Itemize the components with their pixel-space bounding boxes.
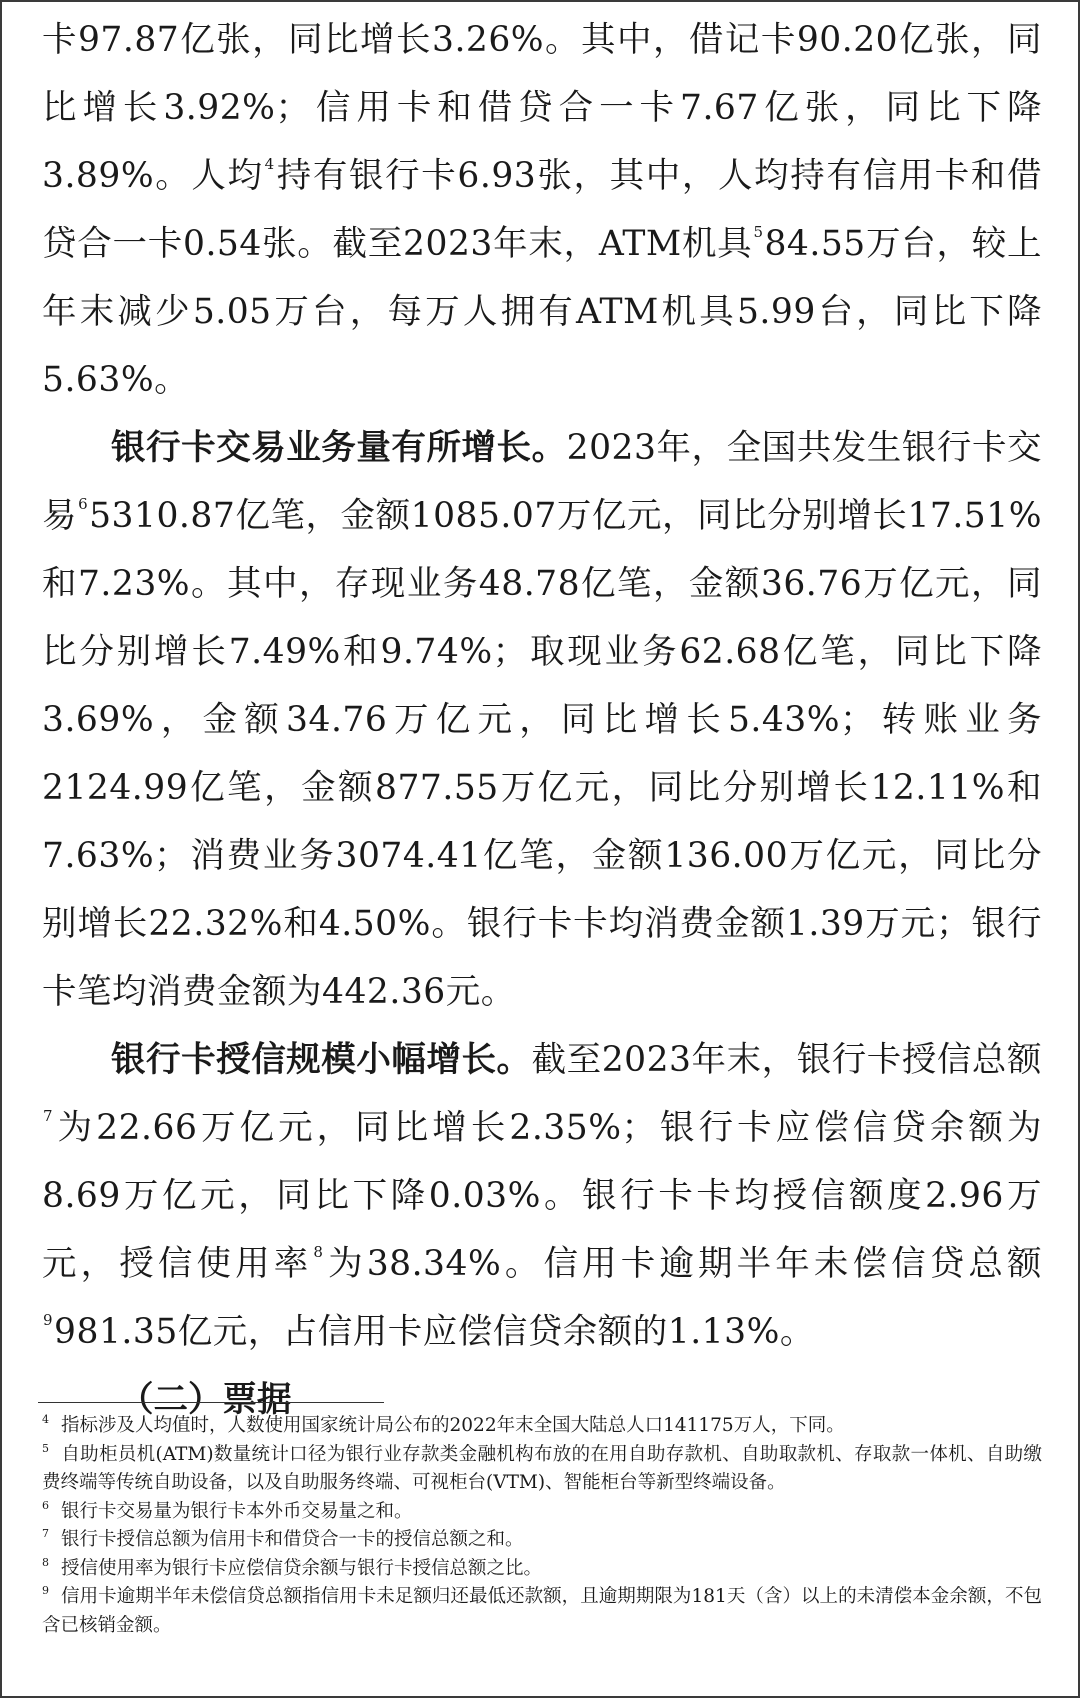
footnote-7 xyxy=(42,1526,1042,1555)
section-heading: （二）票据 xyxy=(119,1380,292,1420)
footnote-8 xyxy=(42,1555,1042,1584)
footnote-separator xyxy=(38,1402,384,1403)
footnote-ref-4[interactable]: 4 xyxy=(264,155,275,173)
footnotes xyxy=(42,1412,1042,1640)
footnote-text: 自助柜员机(ATM)数量统计口径为银行业存款类金融机构布放的在用自助存款机、自助取款机、存取款一体机、自助缴费终端等传统自助设备，以及自助服务终端、可视柜台(VTM)、智能柜台等新型终端设备。 xyxy=(42,1443,1042,1493)
footnote-5 xyxy=(42,1441,1042,1498)
paragraph-lead: 银行卡交易业务量有所增长。 xyxy=(111,428,567,468)
paragraph-lead: 银行卡授信规模小幅增长。 xyxy=(111,1040,532,1080)
footnote-number: 6 xyxy=(42,1498,49,1512)
footnote-ref-6[interactable]: 6 xyxy=(78,495,89,513)
footnote-text: 银行卡交易量为银行卡本外币交易量之和。 xyxy=(61,1500,413,1522)
text-run: 2023年，全国共发生银行卡交易 xyxy=(42,428,1042,536)
text-run: 持有银行卡6.93张，其中，人均持有信用卡和借贷合一卡0.54张。截至2023年末，ATM机具 xyxy=(42,156,1042,264)
text-run: 卡97.87亿张，同比增长3.26%。其中，借记卡90.20亿张，同比增长3.92%；信用卡和借贷合一卡7.67亿张，同比下降3.89%。人均 xyxy=(42,20,1042,196)
text-run: 为38.34%。信用卡逾期半年未偿信贷总额 xyxy=(324,1244,1043,1284)
footnote-6 xyxy=(42,1498,1042,1527)
body-text xyxy=(42,6,1042,1434)
paragraph-card-credit xyxy=(42,1026,1042,1366)
text-run: 5310.87亿笔，金额1085.07万亿元，同比分别增长17.51%和7.23%。其中，存现业务48.78亿笔，金额36.76万亿元，同比分别增长7.49%和9.74%；取现业务62.68亿笔，同比下降3.69%，金额34.76万亿元，同比增长5.43%；转账业务2124.99亿笔，金额877.55万亿元，同比分别增长12.11%和7.63%；消费业务3074.41亿笔，金额136.00万亿元，同比分别增长22.32%和4.50%。银行卡卡均消费金额1.39万元；银行卡笔均消费金额为442.36元。 xyxy=(42,496,1042,1012)
footnote-number: 4 xyxy=(42,1413,49,1426)
footnote-text: 指标涉及人均值时，人数使用国家统计局公布的2022年末全国大陆总人口141175万人，下同。 xyxy=(61,1415,845,1436)
footnote-number: 7 xyxy=(42,1527,49,1540)
footnote-number: 8 xyxy=(42,1555,49,1569)
footnote-ref-7[interactable]: 7 xyxy=(43,1107,54,1125)
text-run: 84.55万台，较上年末减少5.05万台，每万人拥有ATM机具5.99台，同比下降5.63%。 xyxy=(42,224,1042,400)
footnote-number: 5 xyxy=(42,1441,49,1455)
footnote-9 xyxy=(42,1583,1042,1640)
footnote-ref-8[interactable]: 8 xyxy=(313,1243,324,1261)
text-run: 为22.66万亿元，同比增长2.35%；银行卡应偿信贷余额为8.69万亿元，同比下降0.03%。银行卡卡均授信额度2.96万元，授信使用率 xyxy=(42,1108,1042,1284)
footnote-text: 授信使用率为银行卡应偿信贷余额与银行卡授信总额之比。 xyxy=(61,1557,543,1579)
footnote-ref-9[interactable]: 9 xyxy=(43,1311,54,1329)
footnote-text: 银行卡授信总额为信用卡和借贷合一卡的授信总额之和。 xyxy=(61,1529,524,1550)
footnote-text: 信用卡逾期半年未偿信贷总额指信用卡未足额归还最低还款额，且逾期期限为181天（含）以上的未清偿本金余额，不包含已核销金额。 xyxy=(42,1586,1042,1636)
paragraph-card-transactions xyxy=(42,414,1042,1026)
footnote-number: 9 xyxy=(42,1584,49,1597)
text-run: 981.35亿元，占信用卡应偿信贷余额的1.13%。 xyxy=(54,1312,815,1352)
footnote-ref-5[interactable]: 5 xyxy=(753,223,764,241)
paragraph-card-count xyxy=(42,6,1042,414)
text-run: 截至2023年末，银行卡授信总额 xyxy=(531,1040,1042,1080)
footnote-4 xyxy=(42,1412,1042,1441)
